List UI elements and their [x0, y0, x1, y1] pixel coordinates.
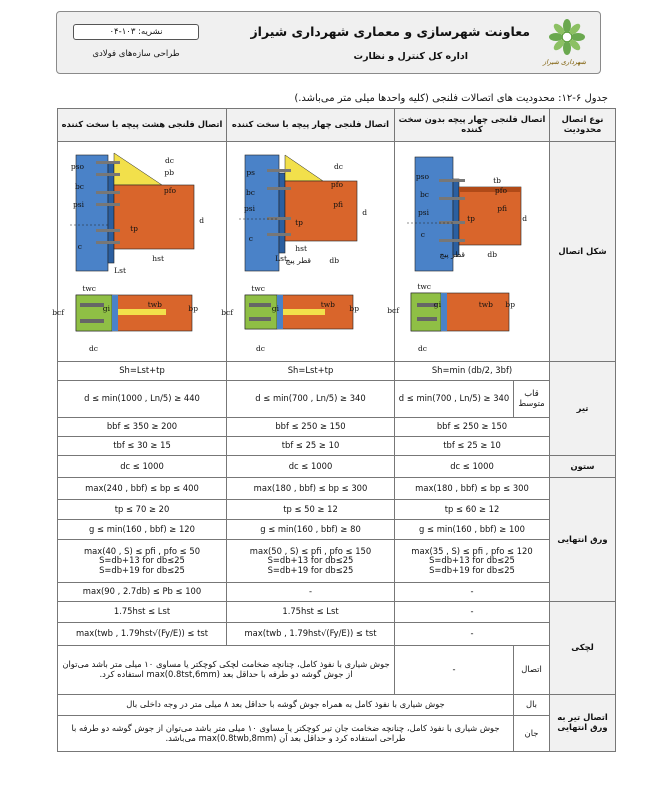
svg-text:d: d	[199, 215, 204, 225]
st-weld-label: اتصال	[514, 646, 550, 695]
ep-pf-c2-l1: max(50 , S) ≤ pfi , pfo ≤ 150	[249, 545, 372, 556]
logo-caption: شهرداری شیراز	[543, 58, 586, 66]
beam-tbf-c3: 15 ≤ tbf ≤ 30	[58, 437, 227, 456]
svg-text:bp: bp	[188, 303, 198, 313]
connection-diagram-1	[387, 145, 547, 359]
ep-pf-c2-l2: S=db+13 for db≤25	[267, 555, 354, 566]
beam-bbf-c1: 150 ≤ bbf ≤ 250	[395, 418, 550, 437]
beam-d-c1: 340 ≤ d ≤ min(700 , Ln/5)	[395, 381, 514, 418]
dept-title: اداره کل کنترل و نظارت	[353, 51, 468, 62]
ep-pf-c3	[58, 540, 227, 583]
svg-text:c: c	[77, 241, 82, 251]
svg-text:bc: bc	[74, 181, 84, 191]
svg-text:twb: twb	[478, 299, 493, 309]
header-meta	[73, 24, 199, 59]
fig1-bolt-dia: قطر پیچ	[439, 249, 465, 259]
svg-text:tb: tb	[493, 175, 501, 185]
doc-number-badge: نشریه: ۱۰۳-۰۴	[73, 24, 199, 40]
svg-text:twb: twb	[147, 299, 162, 309]
svg-text:ps: ps	[245, 167, 255, 177]
svg-text:pfi: pfi	[497, 203, 507, 213]
col-dc-c3: dc ≤ 1000	[58, 456, 227, 478]
fig2-db: db	[328, 255, 339, 265]
fig1-db: db	[487, 249, 497, 259]
ep-bp-c1: max(180 , bbf) ≤ bp ≤ 300	[395, 478, 550, 500]
ep-pb-c2: -	[227, 583, 395, 602]
st-lst-c3: 1.75hst ≤ Lst	[58, 602, 227, 623]
svg-text:hst: hst	[152, 253, 164, 263]
svg-text:pfo: pfo	[494, 185, 507, 195]
figure-4e-unstiffened	[387, 142, 550, 362]
flange-label: بال	[514, 695, 550, 716]
svg-text:bc: bc	[245, 187, 255, 197]
st-lst-row	[58, 602, 616, 623]
st-lst-c2: 1.75hst ≤ Lst	[227, 602, 395, 623]
header-row	[58, 109, 616, 142]
svg-text:psi: psi	[417, 207, 429, 217]
svg-text:gi: gi	[271, 303, 279, 313]
svg-text:tp: tp	[467, 213, 475, 223]
ep-pb-c1: -	[395, 583, 550, 602]
flange-weld-text: جوش شیاری با نفوذ کامل به همراه جوش گوشه با حداقل بعد ۸ میلی متر در وجه داخلی بال	[58, 695, 514, 716]
ep-pf-c3-l3: S=db+19 for db≤25	[99, 564, 185, 575]
beam-tbf-c2: 10 ≤ tbf ≤ 25	[227, 437, 395, 456]
endplate-label: ورق انتهایی	[550, 478, 616, 602]
stiffener-label: لچکی	[550, 602, 616, 695]
figure-4es-stiffened	[220, 142, 395, 362]
st-weld-row	[58, 646, 616, 695]
doc-subject: طراحی سازه‌های فولادی	[92, 49, 180, 59]
svg-text:pso: pso	[415, 171, 429, 181]
beam-sh-c1: Sh=min (db/2, 3bf)	[395, 362, 550, 381]
beam-bbf-c2: 150 ≤ bbf ≤ 250	[227, 418, 395, 437]
ep-tp-c1: 12 ≤ tp ≤ 60	[395, 500, 550, 520]
beam-tbf-c1: 10 ≤ tbf ≤ 25	[395, 437, 550, 456]
connection-diagram-2	[220, 145, 391, 359]
beam-tbf-row	[58, 437, 616, 456]
svg-text:bc: bc	[419, 189, 429, 199]
beam-sh-c2: Sh=Lst+tp	[227, 362, 395, 381]
fig2-bolt-dia: قطر پیچ	[285, 255, 311, 265]
svg-text:d: d	[522, 213, 527, 223]
ep-tp-row	[58, 500, 616, 520]
svg-text:pfi: pfi	[332, 199, 343, 209]
svg-text:pfo: pfo	[330, 179, 343, 189]
beam-sh-c3: Sh=Lst+tp	[58, 362, 227, 381]
st-ts-c3: max(twb , 1.79hst√(Fy/E)) ≤ tst	[58, 623, 227, 646]
beam-bbf-c3: 200 ≤ bbf ≤ 350	[58, 418, 227, 437]
svg-text:c: c	[248, 233, 253, 243]
svg-text:c: c	[420, 229, 425, 239]
org-title: معاونت شهرسازی و معماری شهرداری شیراز	[250, 24, 530, 39]
beam-bbf-row	[58, 418, 616, 437]
svg-text:dc: dc	[255, 343, 265, 353]
svg-text:gi: gi	[102, 303, 110, 313]
beam-label: تیر	[550, 362, 616, 456]
beam-d-c2: 340 ≤ d ≤ min(700 , Ln/5)	[227, 381, 395, 418]
svg-text:bcf: bcf	[52, 307, 64, 317]
svg-text:dc: dc	[88, 343, 98, 353]
type-header: نوع اتصال محدودیت	[550, 109, 616, 142]
column-row	[58, 456, 616, 478]
table-caption: جدول ۶-۱۲: محدودیت های اتصالات فلنجی (کلیه واحدها میلی متر می‌باشد.)	[294, 93, 608, 104]
svg-text:pso: pso	[70, 161, 84, 171]
svg-text:tp: tp	[130, 223, 138, 233]
beam-d-row	[58, 381, 616, 418]
svg-text:dc: dc	[417, 343, 427, 353]
web-weld-text: جوش شیاری با نفوذ کامل، چنانچه ضخامت جان تیر کوچکتر یا مساوی ۱۰ میلی متر باشد می‌توان از جوش گوشه دو طرفه با طراحی استفاده کرد و حداقل بعد آن max(0.8twb,8mm) می‌باشد.	[58, 716, 514, 752]
figure-8es-stiffened	[52, 142, 227, 362]
svg-text:bcf: bcf	[387, 305, 399, 315]
ep-pf-row	[58, 540, 616, 583]
svg-text:psi: psi	[72, 199, 84, 209]
svg-text:twb: twb	[320, 299, 335, 309]
svg-text:psi: psi	[243, 203, 255, 213]
shape-label: شکل اتصال	[550, 142, 616, 362]
ep-pf-c1-l1: max(35 , S) ≤ pfi , pfo ≤ 120	[411, 545, 533, 556]
svg-text:pfo: pfo	[163, 185, 176, 195]
ep-pf-c3-l1: max(40 , S) ≤ pfi , pfo ≤ 50	[83, 545, 201, 556]
ep-bp-c3: max(240 , bbf) ≤ bp ≤ 400	[58, 478, 227, 500]
ep-pb-c3: max(90 , 2.7db) ≤ Pb ≤ 100	[58, 583, 227, 602]
shape-row	[58, 142, 616, 362]
svg-text:gi: gi	[433, 299, 441, 309]
svg-text:hst: hst	[294, 243, 307, 253]
flange-weld-row	[58, 695, 616, 716]
st-ts-c2: max(twb , 1.79hst√(Fy/E)) ≤ tst	[227, 623, 395, 646]
ep-bp-row	[58, 478, 616, 500]
svg-text:dc: dc	[164, 155, 174, 165]
ep-bp-c2: max(180 , bbf) ≤ bp ≤ 300	[227, 478, 395, 500]
col3-header: اتصال فلنجی هشت پیچه با سخت کننده	[58, 109, 227, 142]
svg-text:twc: twc	[417, 281, 431, 291]
svg-text:bcf: bcf	[220, 307, 233, 317]
st-weld-text: جوش شیاری با نفوذ کامل، چنانچه ضخامت لچکی کوچکتر یا مساوی ۱۰ میلی متر باشد می‌توان از جوش گوشه دو طرفه با حداقل بعد max(0.8tst,6mm) استفاده کرد.	[58, 646, 395, 695]
ep-pf-c1-l2: S=db+13 for db≤25	[429, 555, 515, 566]
document-header	[56, 11, 601, 74]
col1-header: اتصال فلنجی چهار پیچه بدون سخت کننده	[395, 109, 550, 142]
svg-text:dc: dc	[333, 161, 343, 171]
st-lst-c1: -	[395, 602, 550, 623]
col2-header: اتصال فلنجی چهار پیچه با سخت کننده	[227, 109, 395, 142]
ep-pf-c1-l3: S=db+19 for db≤25	[429, 564, 515, 575]
ep-pf-c2	[227, 540, 395, 583]
column-label: ستون	[550, 456, 616, 478]
endplate-limits-table	[52, 108, 616, 752]
connection-diagram-3	[52, 145, 222, 359]
beam-d-c3: 440 ≤ d ≤ min(1000 , Ln/5)	[58, 381, 227, 418]
svg-text:twc: twc	[82, 283, 96, 293]
web-weld-row	[58, 716, 616, 752]
ep-g-row	[58, 520, 616, 540]
ep-pf-c3-l2: S=db+13 for db≤25	[99, 555, 185, 566]
svg-text:Lst: Lst	[274, 253, 287, 263]
ep-tp-c2: 12 ≤ tp ≤ 50	[227, 500, 395, 520]
ep-g-c1: 100 ≤ g ≤ min(160 , bbf)	[395, 520, 550, 540]
ep-pb-row	[58, 583, 616, 602]
web-label: جان	[514, 716, 550, 752]
svg-text:twc: twc	[250, 283, 265, 293]
ep-pf-c2-l3: S=db+19 for db≤25	[267, 564, 354, 575]
st-ts-row	[58, 623, 616, 646]
depth-note: قاب متوسط	[514, 381, 550, 418]
svg-text:d: d	[361, 207, 367, 217]
ep-g-c3: 120 ≤ g ≤ min(160 , bbf)	[58, 520, 227, 540]
svg-text:pb: pb	[164, 167, 174, 177]
svg-text:Lst: Lst	[114, 265, 126, 275]
svg-text:bp: bp	[348, 303, 359, 313]
st-ts-c1: -	[395, 623, 550, 646]
ep-g-c2: 80 ≤ g ≤ min(160 , bbf)	[227, 520, 395, 540]
col-dc-c2: dc ≤ 1000	[227, 456, 395, 478]
svg-text:tp: tp	[294, 217, 303, 227]
beam-sh-row	[58, 362, 616, 381]
col-dc-c1: dc ≤ 1000	[395, 456, 550, 478]
beam-to-plate-label: اتصال تیر به ورق انتهایی	[550, 695, 616, 752]
st-weld-dash: -	[395, 646, 514, 695]
ep-pf-c1	[395, 540, 550, 583]
ep-tp-c3: 20 ≤ tp ≤ 70	[58, 500, 227, 520]
svg-text:bp: bp	[505, 299, 515, 309]
